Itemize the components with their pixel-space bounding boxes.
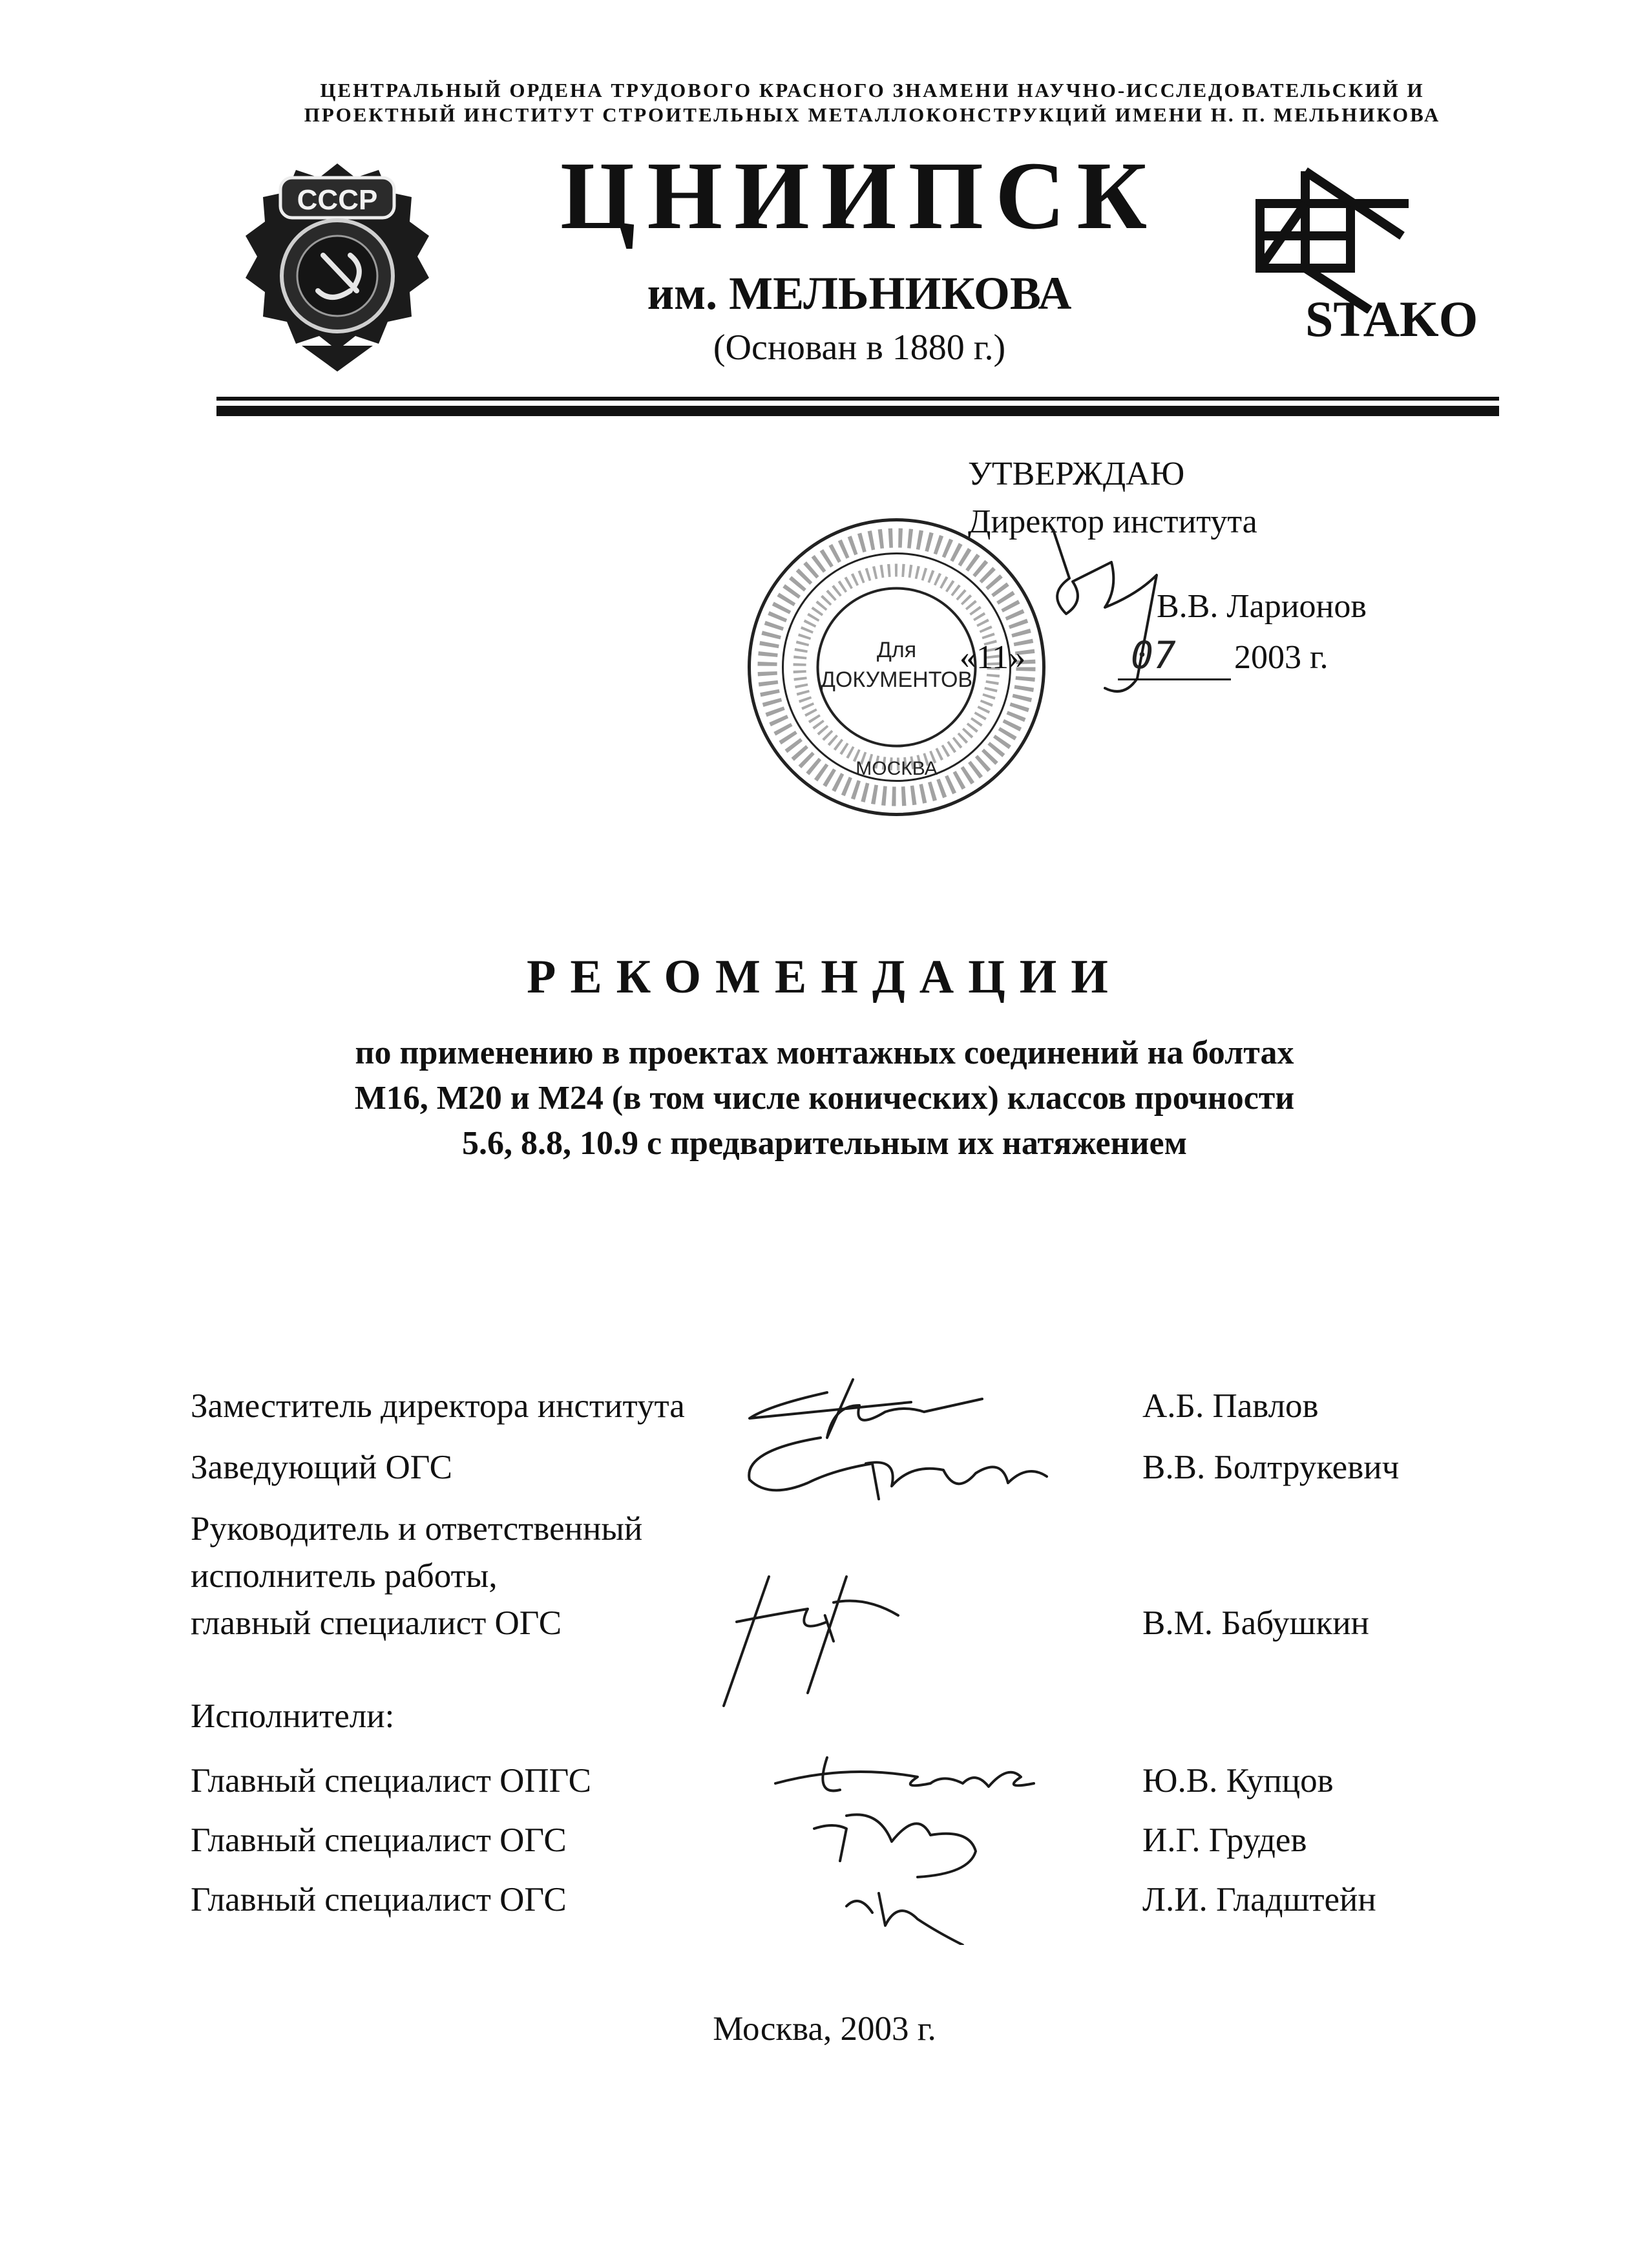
date-month-underline xyxy=(1118,678,1231,680)
executor-name: Л.И. Гладштейн xyxy=(1142,1881,1376,1918)
approval-position: Директор института xyxy=(968,503,1257,540)
header-rule-thin xyxy=(216,397,1499,401)
signatory-role-line: исполнитель работы, xyxy=(191,1557,498,1595)
emblem-text: СССР xyxy=(297,184,378,216)
approval-heading: УТВЕРЖДАЮ xyxy=(968,456,1185,492)
document-description xyxy=(178,1031,1471,1166)
approval-date-year: 2003 г. xyxy=(1234,639,1329,676)
order-emblem-icon xyxy=(240,158,434,381)
place-and-year: Москва, 2003 г. xyxy=(713,2010,936,2048)
pavlov-boltrukevich-signatures xyxy=(730,1367,1092,1528)
signatory-role-line: Руководитель и ответственный xyxy=(191,1510,643,1548)
signatory-name: В.М. Бабушкин xyxy=(1142,1604,1369,1642)
document-title: РЕКОМЕНДАЦИИ xyxy=(527,950,1122,1003)
babushkin-signature xyxy=(698,1564,969,1712)
executors-signatures xyxy=(750,1738,1060,1945)
signatory-role: Заведующий ОГС xyxy=(191,1449,453,1486)
institute-name-line-1: ЦЕНТРАЛЬНЫЙ ОРДЕНА ТРУДОВОГО КРАСНОГО ЗНАМЕНИ НАУЧНО-ИССЛЕДОВАТЕЛЬСКИЙ И xyxy=(320,79,1425,101)
executor-role: Главный специалист ОГС xyxy=(191,1881,567,1918)
executors-heading: Исполнители: xyxy=(191,1697,395,1735)
stamp-center-line-2: ДОКУМЕНТОВ xyxy=(820,667,973,692)
signatory-name: В.В. Болтрукевич xyxy=(1142,1449,1400,1486)
signatory-role: Заместитель директора института xyxy=(191,1387,685,1425)
stamp-city: МОСКВА xyxy=(856,758,938,779)
signatory-name: А.Б. Павлов xyxy=(1142,1387,1319,1425)
institute-title: ЦНИИПСК xyxy=(560,142,1159,249)
description-line: М16, М20 и М24 (в том числе конических) классов прочности xyxy=(354,1080,1295,1117)
executor-name: И.Г. Грудев xyxy=(1142,1822,1307,1859)
header-rule-thick xyxy=(216,406,1499,416)
approval-date-month: 07 xyxy=(1131,633,1176,677)
description-line: по применению в проектах монтажных соединений на болтах xyxy=(355,1034,1294,1071)
institute-name-line-2: ПРОЕКТНЫЙ ИНСТИТУТ СТРОИТЕЛЬНЫХ МЕТАЛЛОКОНСТРУКЦИЙ ИМЕНИ Н. П. МЕЛЬНИКОВА xyxy=(304,103,1441,126)
executor-role: Главный специалист ОПГС xyxy=(191,1762,591,1800)
director-name: В.В. Ларионов xyxy=(1157,588,1367,625)
stako-text: STAKO xyxy=(1305,291,1478,347)
approval-date-day: «11» xyxy=(960,639,1026,676)
executor-name: Ю.В. Купцов xyxy=(1142,1762,1334,1800)
founded-note: (Основан в 1880 г.) xyxy=(713,328,1006,368)
executor-role: Главный специалист ОГС xyxy=(191,1822,567,1859)
institute-subtitle: им. МЕЛЬНИКОВА xyxy=(647,268,1072,319)
stamp-center-line-1: Для xyxy=(876,638,917,662)
description-line: 5.6, 8.8, 10.9 с предварительным их натяжением xyxy=(462,1125,1187,1162)
signatory-role-line: главный специалист ОГС xyxy=(191,1604,562,1642)
